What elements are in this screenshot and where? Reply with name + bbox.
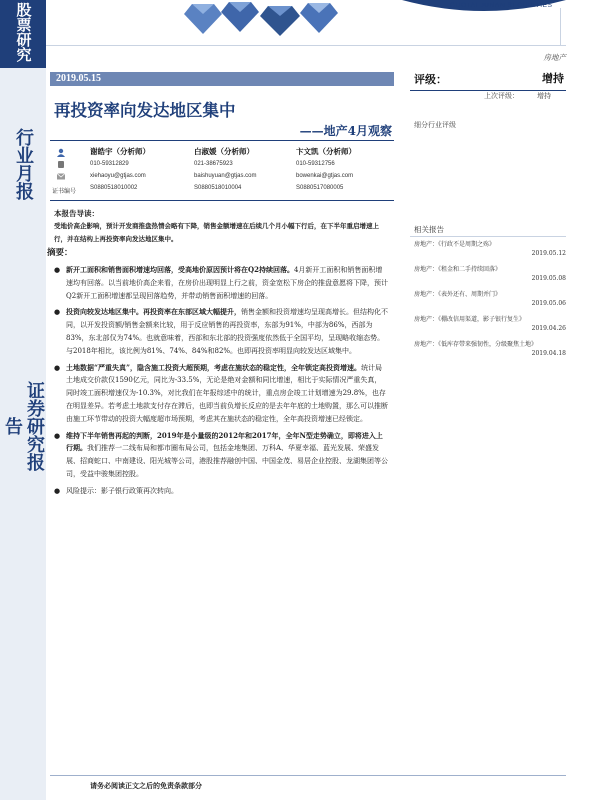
analyst-2 [194, 146, 294, 194]
industry-tag: 房地产 [543, 53, 566, 62]
report-date: 2019.05.15 [56, 73, 101, 84]
analyst-phone: 010-59312756 [296, 161, 335, 167]
related-report[interactable] [414, 290, 566, 308]
bullet-lead: 新开工面积和销售面积增速均回落，受高地价原因预计将在Q2持续回落。 [66, 265, 294, 274]
analyst-name: 卞文凯（分析师） [296, 147, 356, 156]
bullet-lead: 土地数据“严重失真”，隐含施工投资大超预期，考虑在施状态的稳定性，全年锁定高投资增速。 [66, 362, 362, 372]
date-bar [50, 72, 394, 86]
footer-divider [50, 775, 566, 776]
guide-title: 本报告导读： [54, 209, 99, 218]
analyst-divider [50, 200, 394, 201]
rating-label: 评级： [414, 73, 447, 86]
related-report-date: 2019.04.26 [531, 325, 566, 332]
email-icon [56, 172, 66, 181]
report-body [47, 207, 388, 498]
previous-rating-label: 上次评级： [484, 92, 519, 100]
sidebar-report-type: 行业月报 [13, 128, 34, 200]
related-report[interactable] [414, 240, 566, 258]
related-report-date: 2019.05.12 [531, 250, 566, 257]
sub-industry-rating: 细分行业评级 [414, 121, 456, 129]
previous-rating-value: 增持 [537, 92, 551, 100]
analyst-block [50, 146, 394, 199]
bullet-text: 风险提示：影子银行政策再次转向。 [66, 486, 178, 495]
title-divider [50, 140, 394, 141]
related-report-title: 房地产：《表外还有、周期并门》 [414, 291, 502, 298]
analyst-email[interactable]: baishuyuan@gtjas.com [194, 173, 257, 179]
bullet-lead: 投资向较发达地区集中。再投资率在东部区域大幅提升， [66, 307, 241, 317]
abstract-bullet [54, 306, 388, 357]
analyst-icons [56, 148, 68, 184]
risk-bullet [54, 485, 388, 498]
related-reports-title: 相关报告 [414, 225, 444, 234]
header-divider [46, 45, 566, 46]
brand-name: GUOTAI JUNAN SECURITIES [450, 2, 553, 9]
header-vertical-divider [560, 8, 561, 45]
related-report[interactable] [414, 340, 566, 358]
analyst-email[interactable]: xiehaoyu@gtjas.com [90, 173, 146, 179]
related-report-title: 房地产：《租金和二手持续回落》 [414, 266, 502, 273]
gem-decoration-icon [184, 0, 354, 38]
abstract-bullet [54, 264, 388, 302]
analyst-phone: 010-59312829 [90, 161, 129, 167]
abstract-bullet [54, 362, 388, 426]
bullet-text: 销售金额和投资增速均呈现高增长。但结构化不同，以开发投资额/销售金额来比较，用于反应销售的再投资率，东部为91%，中部为86%，西部为83%，东北部仅为74%。也就意味着，西部和东北部的投资强度依然低于全国平均，呈现略收缩态势。与2018年相比，该比例为81%、74%、84%和82%。也即再投资率明显向较发达区域集中。 [66, 308, 388, 355]
related-report[interactable] [414, 315, 566, 333]
bullet-text: 4月新开工面积和销售面积增速均有回落。以当前地价高企来看，在房价出现明显上行之前，资金宽松下房企的推盘意愿将下降，预计Q2新开工面积增速都呈现回落趋势，并带动销售面积增速的回落。 [66, 266, 388, 300]
guide-text: 受地价高企影响，预计开发商推盘热情会略有下降，销售金额增速在后续几个月小幅下行后，在下半年重启增速上行，并在结构上再投资率向发达地区集中。 [54, 222, 379, 243]
related-divider [410, 236, 566, 237]
person-icon [56, 148, 66, 157]
related-report-date: 2019.05.06 [531, 300, 566, 307]
sidebar-category: 证券研究报告 [2, 381, 45, 471]
analyst-name: 白淑媛（分析师） [194, 147, 254, 156]
sidebar-top-label: 股票研究 [0, 0, 46, 68]
related-report-date: 2019.04.18 [531, 350, 566, 357]
analyst-1 [90, 146, 190, 194]
bullet-text: 我们推荐一二线布局和都市圈布局公司，包括金地集团、万科A、华夏幸福、蓝光发展、荣盛发展、招商蛇口、中南建设、阳光城等公司，港股推荐融创中国、中国金茂、易居企业控股、龙湖集团等公司，受益中骏集团控股。 [66, 444, 388, 478]
left-sidebar [0, 0, 46, 800]
cert-label: 证书编号 [52, 189, 77, 195]
analyst-cert: S0880518010004 [194, 185, 242, 191]
rating-value: 增持 [542, 72, 564, 85]
previous-rating [484, 91, 551, 101]
analyst-3 [296, 146, 396, 194]
report-subtitle: ——地产4月观察 [299, 124, 392, 138]
analyst-cert: S0880518010002 [90, 185, 138, 191]
phone-icon [56, 160, 66, 169]
analyst-cert: S0880517080005 [296, 185, 344, 191]
disclaimer-footer: 请务必阅读正文之后的免责条款部分 [90, 781, 202, 790]
related-report-title: 房地产：《棚改信用渠道，影子银行复生》 [414, 316, 526, 323]
related-report-title: 房地产：《低库存带来强韧性，分级聚焦土地》 [414, 341, 538, 348]
bullet-lead: 维持下半年销售再起的判断，2019年是小量级的2012年和2017年，全年N型走势确立，即将进入上行期。 [66, 430, 383, 453]
bullet-text: 统计局土地成交价款仅1590亿元，同比为-33.5%，无论是绝对金额和同比增速，相比于实际情况严重失真，同时竣工面积增速仅为-10.3%，对比我们在年报综述中的统计，重点房企竣工计划增速为29.8%，也存在明显差异。若考虑土地款支付存在滞后，也即当前负增长反应的是去年年底的土地购置，那么可以推断由施工环节带动的投资大幅度超市场预期，考虑其在施状态的稳定性，全年高投资增速已经锁定。 [66, 363, 388, 423]
related-report[interactable] [414, 265, 566, 283]
related-report-date: 2019.05.08 [531, 275, 566, 282]
report-title: 再投资率向发达地区集中 [54, 101, 236, 120]
analyst-phone: 021-38675923 [194, 161, 233, 167]
abstract-title: 摘要： [47, 248, 73, 258]
analyst-email[interactable]: bowenkai@gtjas.com [296, 173, 354, 179]
related-reports-list [414, 240, 566, 365]
abstract-bullet [54, 430, 388, 481]
analyst-name: 谢皓宇（分析师） [90, 147, 150, 156]
related-report-title: 房地产：《行政不是周期之殇》 [414, 241, 496, 248]
